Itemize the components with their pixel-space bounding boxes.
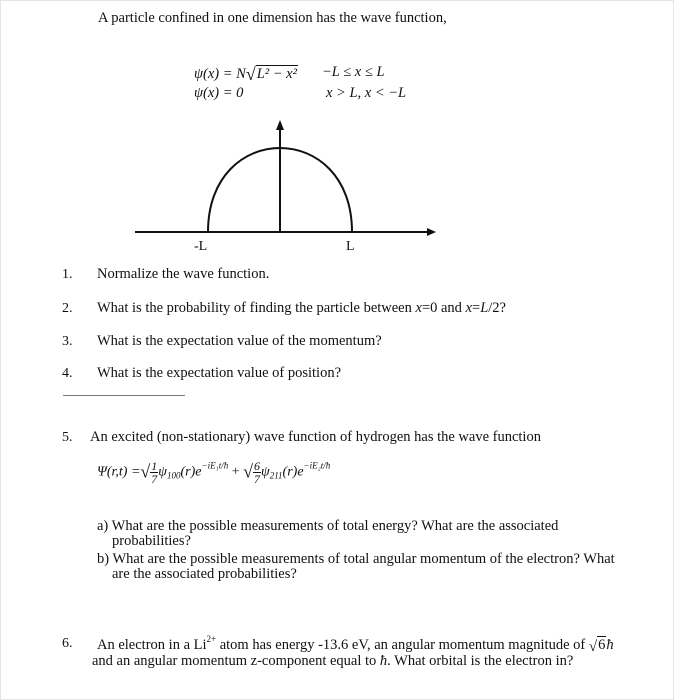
question-2-number: 2. [62,301,73,316]
x-axis-arrow [427,228,436,236]
sqrt-symbol-2: √ [243,461,253,482]
question-5a-line2: probabilities? [112,533,191,549]
problem-intro: A particle confined in one dimension has the wave function, [98,10,447,26]
question-2-tail: /2? [488,300,506,316]
question-5-number: 5. [62,430,73,445]
question-2-eq0: =0 and [421,300,466,316]
wavefunction-graph [0,0,674,260]
question-2-pre: What is the probability of finding the particle between [97,300,416,316]
question-2-eq1: = [472,300,481,316]
exp-2: −iE₂t/ħ [303,460,331,471]
question-2-x1: x [465,300,472,316]
y-axis-arrow [276,120,284,130]
equation-2-condition: x > L, x < −L [326,85,407,101]
fraction-2 [253,460,261,485]
fraction-2-den: 7 [254,472,260,486]
question-2-text [97,300,506,317]
psi-100-sub: 100 [167,470,181,481]
question-6-sqrt-val: 6 [598,637,606,653]
equation-1-radicand: L² − x² [256,66,297,82]
sqrt-symbol-3: √ [588,639,598,655]
fraction-1-den: 7 [151,472,158,486]
sqrt-symbol: √ [245,64,256,84]
question-2-x0: x [415,300,422,316]
question-5b-line1: b) What are the possible measurements of total angular momentum of the electron? What [97,551,615,567]
question-6-number: 6. [62,636,73,651]
question-6-mid: atom has energy -13.6 eV, an angular momentum magnitude of [216,637,589,653]
graph-label-right: L [346,239,355,254]
sqrt-symbol-1: √ [140,461,151,482]
hydrogen-wavefunction-equation [97,460,330,485]
question-5b-line2: are the associated probabilities? [112,566,297,582]
exp-1: −iE₁t/ħ [201,460,229,471]
separator-line [63,395,185,396]
question-5a-line1: a) What are the possible measurements of total energy? What are the associated [97,518,559,534]
graph-label-left: -L [194,239,208,254]
question-4-text: What is the expectation value of position? [97,365,342,381]
Psi-lhs: Ψ(r,t) = [97,464,141,480]
question-6-hbar-2: ħ [379,653,388,669]
psi-211-arg: (r)e [282,464,304,480]
fraction-2-num: 6 [254,459,260,473]
question-6-line2-pre: and an angular momentum z-component equal to [92,653,380,669]
question-5-text: An excited (non-stationary) wave function of hydrogen has the wave function [90,429,541,445]
question-6-line2 [92,653,573,670]
question-1-text: Normalize the wave function. [97,266,270,282]
question-4-number: 4. [62,366,73,381]
plus-sign: + [231,464,240,480]
question-3-number: 3. [62,334,73,349]
psi-100: ψ [158,464,167,480]
psi-211-sub: 211 [269,470,283,481]
question-6-line2-post: . What orbital is the electron in? [387,653,574,669]
equation-1-lhs: ψ(x) = N [194,66,246,82]
equation-2: ψ(x) = 0 [194,85,244,101]
question-6-hbar: ħ [606,637,614,653]
psi-100-arg: (r)e [180,464,202,480]
psi-211: ψ [261,464,270,480]
fraction-1-num: 1 [151,459,158,473]
question-3-text: What is the expectation value of the momentum? [97,333,382,349]
question-6-sup: 2+ [206,634,217,644]
question-1-number: 1. [62,267,73,282]
question-2-L: L [480,300,489,316]
question-6-pre: An electron in a Li [97,637,207,653]
equation-1-condition: −L ≤ x ≤ L [322,64,385,80]
